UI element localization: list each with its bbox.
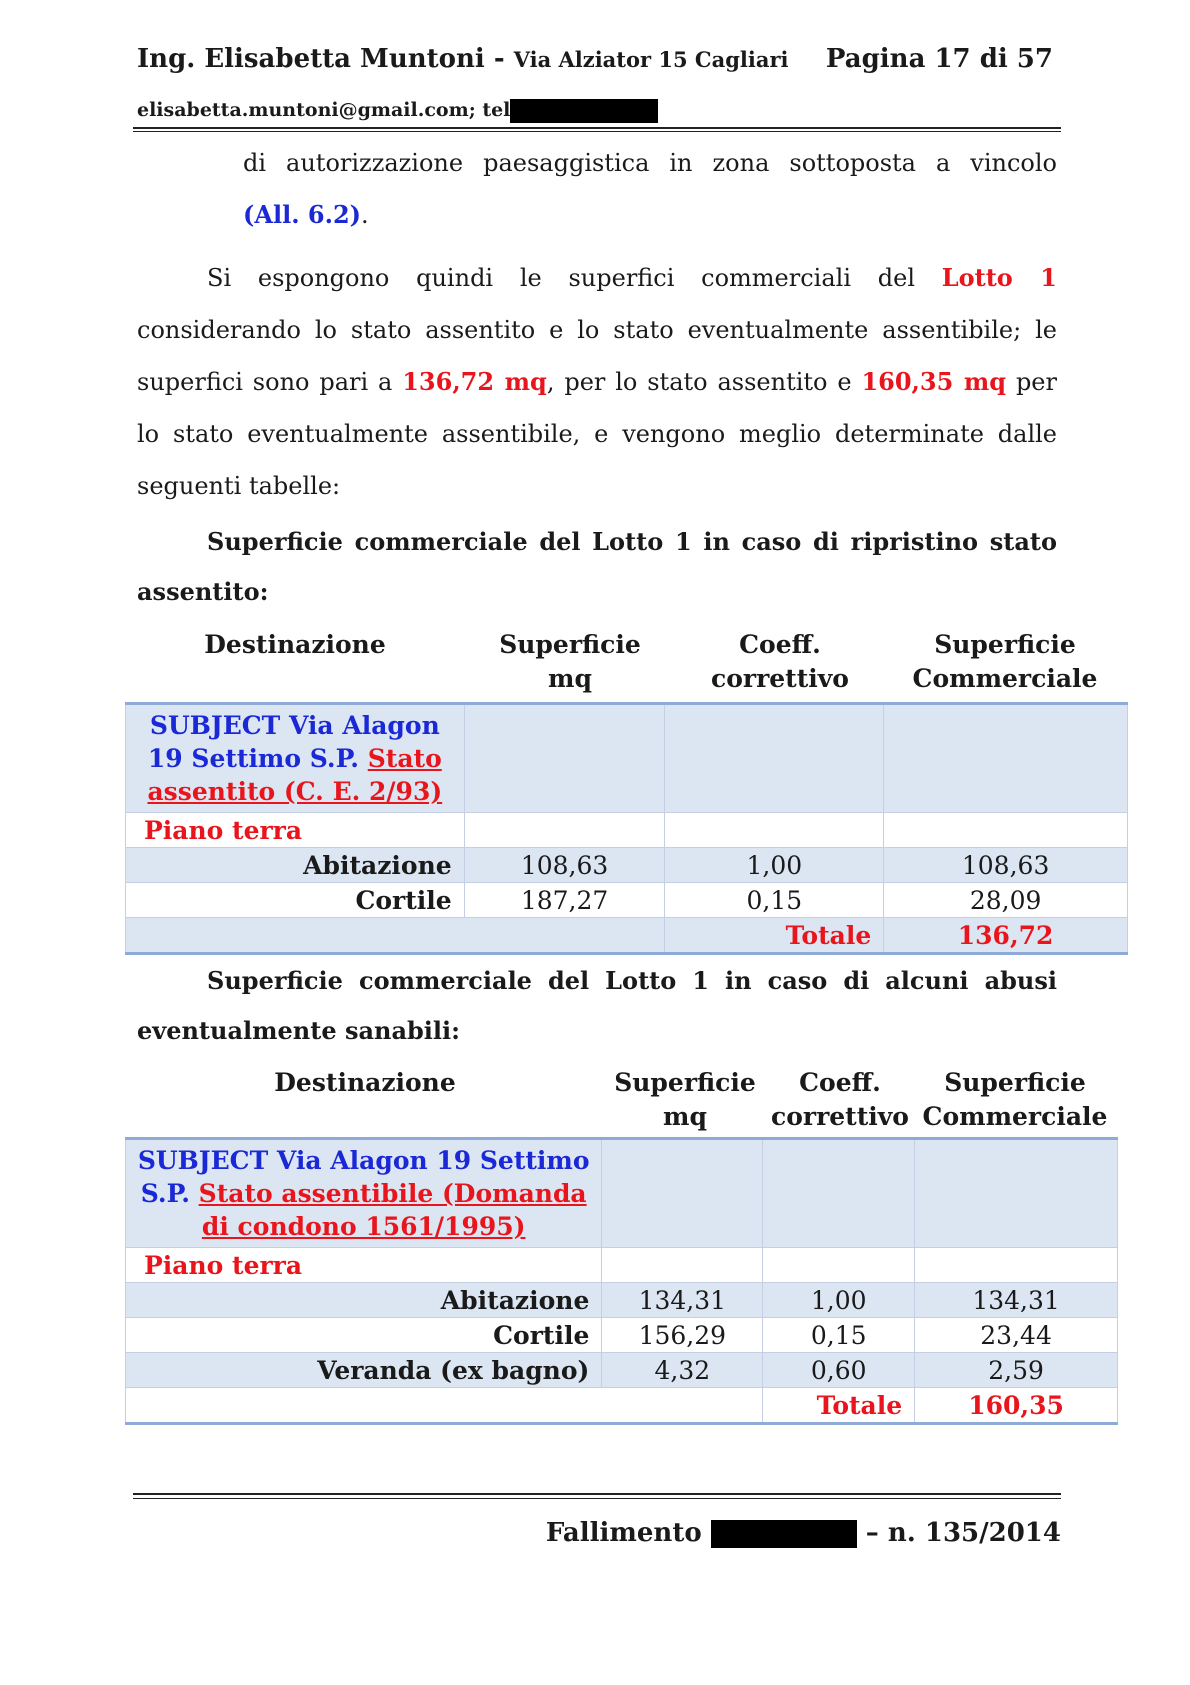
t2-header-destinazione: Destinazione: [274, 1068, 456, 1097]
table-assentito: [125, 702, 1128, 955]
footer-rule: [133, 1493, 1061, 1495]
header-rule-thin: [133, 131, 1061, 132]
subject-link: Stato assentito (C. E. 2/93): [147, 744, 443, 806]
total-value: 136,72: [884, 918, 1128, 954]
value-assentibile: 160,35 mq: [861, 367, 1007, 396]
header-contact: [137, 99, 658, 123]
summary-text-c: , per lo stato assentito e: [546, 368, 852, 396]
footer-rule-thin: [133, 1498, 1061, 1499]
row-coeff: 0,15: [763, 1318, 915, 1353]
row-label: Abitazione: [126, 1283, 602, 1318]
table-row: [126, 1283, 1118, 1318]
row-coeff: 0,15: [665, 883, 884, 918]
paragraph-summary: [137, 252, 1057, 512]
summary-text-d: per lo stato eventualmente assentibile, e vengono meglio determinate dalle seguenti tabelle:: [137, 368, 1057, 500]
row-coeff: 1,00: [763, 1283, 915, 1318]
row-commerciale: 134,31: [915, 1283, 1118, 1318]
subject-text: SUBJECT Via Alagon 19 Settimo S.P.: [137, 1146, 590, 1208]
footer-prefix: Fallimento: [545, 1518, 702, 1548]
row-superficie: 4,32: [602, 1353, 763, 1388]
table-row: [126, 883, 1128, 918]
row-coeff: 1,00: [665, 848, 884, 883]
header-author: [137, 44, 789, 74]
row-commerciale: 28,09: [884, 883, 1128, 918]
lotto-label: Lotto 1: [941, 263, 1057, 292]
row-label: Cortile: [126, 883, 465, 918]
heading-table2: Superficie commerciale del Lotto 1 in caso di alcuni abusi eventualmente sanabili:: [137, 966, 1057, 1045]
row-label: Cortile: [126, 1318, 602, 1353]
t2-header-coeff: Coeff. correttivo: [771, 1068, 909, 1131]
row-label: Veranda (ex bagno): [126, 1353, 602, 1388]
piano-label: Piano terra: [126, 813, 465, 848]
table-row-piano: [126, 1248, 1118, 1283]
footer-suffix: – n. 135/2014: [865, 1518, 1061, 1548]
attachment-ref: (All. 6.2): [243, 200, 362, 229]
continuation-line: di autorizzazione paesaggistica in zona sottoposta a vincolo: [243, 149, 1057, 177]
table-row-total: [126, 1388, 1118, 1424]
table-row-subject: [126, 1139, 1118, 1248]
row-label: Abitazione: [126, 848, 465, 883]
email-text: elisabetta.muntoni@gmail.com; tel: [137, 99, 511, 121]
summary-text-b: considerando lo stato assentito e lo stato eventualmente assentibile; le superfici sono pari a: [137, 316, 1057, 396]
row-commerciale: 23,44: [915, 1318, 1118, 1353]
t1-header-coeff: Coeff. correttivo: [711, 630, 849, 693]
footer-case: [546, 1518, 1061, 1548]
period: .: [361, 201, 369, 229]
subject-cell: [126, 1139, 602, 1248]
t2-header-commerciale: Superficie Commerciale: [922, 1068, 1108, 1131]
subject-cell: [126, 704, 465, 813]
row-superficie: 156,29: [602, 1318, 763, 1353]
total-label: Totale: [763, 1388, 915, 1424]
summary-text-a: Si espongono quindi le superfici commerciali del: [207, 264, 915, 292]
row-coeff: 0,60: [763, 1353, 915, 1388]
subject-link: Stato assentibile (Domanda di condono 1561/1995): [198, 1179, 587, 1241]
table-row: [126, 1318, 1118, 1353]
redaction-bar: [711, 1520, 857, 1548]
table-row-total: [126, 918, 1128, 954]
t1-header-superficie: Superficie mq: [499, 630, 641, 693]
row-commerciale: 108,63: [884, 848, 1128, 883]
subject-text: SUBJECT Via Alagon 19 Settimo S.P.: [147, 711, 440, 773]
redaction-bar: [510, 99, 658, 123]
page-number: Pagina 17 di 57: [825, 44, 1053, 74]
t1-header-commerciale: Superficie Commerciale: [912, 630, 1098, 693]
paragraph-continuation: [243, 137, 1057, 241]
value-assentito: 136,72 mq: [402, 367, 547, 396]
row-superficie: 134,31: [602, 1283, 763, 1318]
row-superficie: 108,63: [464, 848, 665, 883]
row-superficie: 187,27: [464, 883, 665, 918]
heading-table1: Superficie commerciale del Lotto 1 in caso di ripristino stato assentito:: [137, 527, 1057, 606]
header-rule: [133, 127, 1061, 129]
table-row: [126, 1353, 1118, 1388]
piano-label: Piano terra: [126, 1248, 602, 1283]
table-row-subject: [126, 704, 1128, 813]
total-value: 160,35: [915, 1388, 1118, 1424]
author-name: Ing. Elisabetta Muntoni -: [137, 44, 505, 74]
t2-header-superficie: Superficie mq: [614, 1068, 756, 1131]
author-address: Via Alziator 15 Cagliari: [513, 47, 789, 72]
row-commerciale: 2,59: [915, 1353, 1118, 1388]
table-assentibile: [125, 1137, 1118, 1425]
t1-header-destinazione: Destinazione: [204, 630, 386, 659]
table-row: [126, 848, 1128, 883]
table-row-piano: [126, 813, 1128, 848]
total-label: Totale: [665, 918, 884, 954]
